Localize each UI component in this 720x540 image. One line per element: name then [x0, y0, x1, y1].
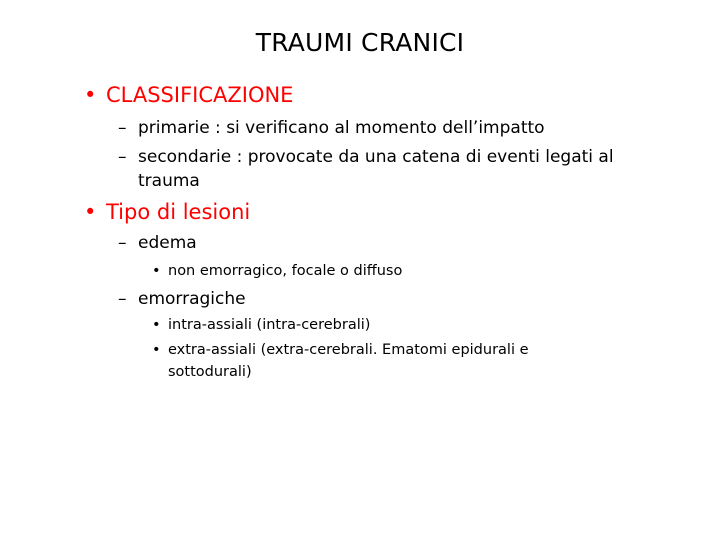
list-item-text: edema: [138, 233, 197, 253]
list-item-text: emorragiche: [138, 289, 246, 309]
sub-item-continuation: sottodurali): [168, 364, 252, 380]
list-item-text: secondarie : provocate da una catena di eventi legati al: [138, 147, 614, 167]
section-heading: CLASSIFICAZIONE: [106, 83, 294, 107]
list-item-continuation: trauma: [138, 171, 200, 191]
bullet-icon: •: [84, 200, 97, 224]
bullet-icon: •: [152, 317, 161, 333]
list-item-text: primarie : si verificano al momento dell’impatto: [138, 118, 545, 138]
sub-item-text: extra-assiali (extra-cerebrali. Ematomi epidurali e: [168, 342, 529, 358]
bullet-icon: •: [152, 342, 161, 358]
list-item-emorragiche: [118, 289, 246, 309]
dash-icon: –: [118, 118, 127, 138]
section-heading: Tipo di lesioni: [106, 200, 251, 224]
list-item-primarie: [118, 118, 545, 138]
bullet-icon: •: [84, 83, 97, 107]
section-tipo-di-lesioni: [84, 200, 250, 224]
bullet-icon: •: [152, 263, 161, 279]
list-item-secondarie: [118, 147, 614, 167]
dash-icon: –: [118, 233, 127, 253]
slide-title: TRAUMI CRANICI: [255, 28, 465, 57]
sub-item-intra-assiali: [152, 317, 370, 333]
dash-icon: –: [118, 289, 127, 309]
sub-item-text: intra-assiali (intra-cerebrali): [168, 317, 371, 333]
dash-icon: –: [118, 147, 127, 167]
sub-item-extra-assiali: [152, 342, 529, 358]
sub-item-text: non emorragico, focale o diffuso: [168, 263, 403, 279]
section-classificazione: [84, 83, 293, 107]
list-item-edema: [118, 233, 197, 253]
sub-item-edema: [152, 263, 402, 279]
